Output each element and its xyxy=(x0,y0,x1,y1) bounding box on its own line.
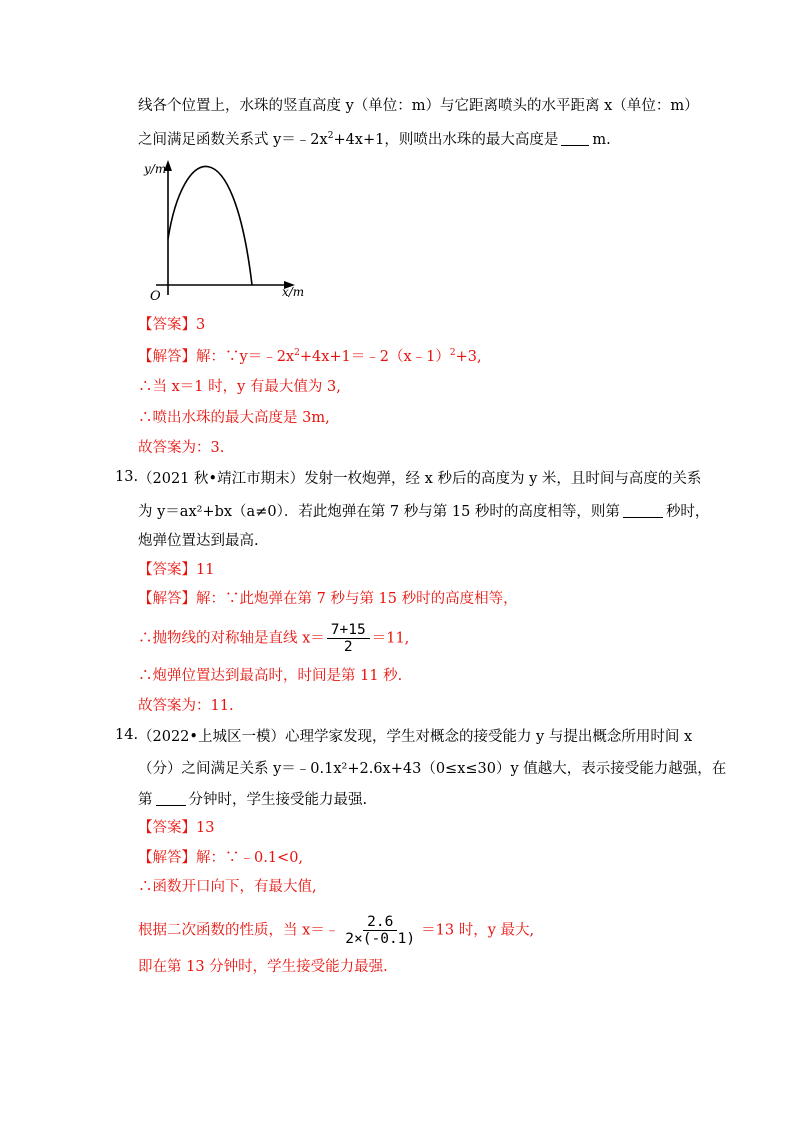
q14-number: 14. xyxy=(115,727,139,743)
q12-line2-post: m. xyxy=(592,132,611,148)
parabola-curve xyxy=(168,166,252,285)
superscript-2: 2 xyxy=(327,131,334,141)
q13-line3: 炮弹位置达到最高. xyxy=(138,533,259,549)
q14-solution-1: 【解答】解：∵﹣0.1<0, xyxy=(138,850,304,866)
solution-text: 【解答】解：∵y＝﹣2x xyxy=(138,349,295,365)
q13-solution-4: 故答案为：11. xyxy=(138,698,234,714)
fraction xyxy=(327,622,370,655)
q12-line2-pre: 之间满足函数关系式 y＝﹣2x xyxy=(138,132,328,148)
parabola-graph xyxy=(138,155,318,305)
origin-label: O xyxy=(150,289,161,304)
solution-text: 根据二次函数的性质，当 x＝﹣ xyxy=(138,922,340,939)
question-text: 第 xyxy=(138,792,153,808)
q14-line2: （分）之间满足关系 y＝﹣0.1x²+2.6x+43（0≤x≤30）y 值越大，表示接受能力越强，在 xyxy=(138,761,727,777)
q12-solution-4: 故答案为：3. xyxy=(138,440,225,456)
fraction-numerator: 7+15 xyxy=(327,622,370,639)
fraction xyxy=(341,914,419,947)
q13-solution-3: ∴炮弹位置达到最高时，时间是第 11 秒. xyxy=(138,668,403,684)
answer-blank xyxy=(156,791,186,806)
q13-line2 xyxy=(138,502,709,522)
y-axis-label: y/m xyxy=(144,162,167,176)
solution-text: ＝13 时，y 最大, xyxy=(421,922,535,939)
solution-text: +4x+1＝﹣2（x﹣1） xyxy=(299,349,450,365)
q13-solution-1: 【解答】解：∵此炮弹在第 7 秒与第 15 秒时的高度相等， xyxy=(138,591,518,607)
q13-answer xyxy=(138,560,214,580)
q14-line3 xyxy=(138,790,367,810)
q13-solution-2 xyxy=(138,622,409,655)
answer-blank xyxy=(561,131,589,146)
q14-solution-3 xyxy=(138,914,534,947)
answer-value: 11 xyxy=(196,562,215,578)
question-text: 秒时， xyxy=(665,504,710,520)
q12-line2 xyxy=(138,130,611,150)
solution-text: ＝11, xyxy=(371,630,410,647)
answer-value: 3 xyxy=(196,317,206,333)
superscript-2: 2 xyxy=(449,348,456,358)
solution-text: ∴抛物线的对称轴是直线 x＝ xyxy=(138,630,325,647)
answer-label: 【答案】 xyxy=(138,820,196,836)
fraction-numerator: 2.6 xyxy=(363,914,397,931)
q14-line1: （2022•上城区一模）心理学家发现，学生对概念的接受能力 y 与提出概念所用时间 x xyxy=(138,729,693,745)
answer-value: 13 xyxy=(196,820,215,836)
q12-solution-2: ∴当 x＝1 时，y 有最大值为 3, xyxy=(138,379,341,395)
fraction-denominator: 2×(-0.1) xyxy=(345,931,416,947)
answer-label: 【答案】 xyxy=(138,562,196,578)
q12-line2-mid: +4x+1，则喷出水珠的最大高度是 xyxy=(333,132,559,148)
solution-text: +3, xyxy=(455,349,482,365)
fraction-denominator: 2 xyxy=(343,639,353,655)
answer-label: 【答案】 xyxy=(138,317,196,333)
question-text: 分钟时，学生接受能力最强. xyxy=(188,792,368,808)
answer-blank xyxy=(623,503,663,518)
q13-number: 13. xyxy=(115,469,139,485)
q12-solution-3: ∴喷出水珠的最大高度是 3m, xyxy=(138,410,330,426)
q12-answer xyxy=(138,315,205,335)
q14-solution-4: 即在第 13 分钟时，学生接受能力最强. xyxy=(138,959,388,975)
q14-answer xyxy=(138,818,214,838)
superscript-2: 2 xyxy=(294,348,300,358)
question-text: 为 y＝ax²+bx（a≠0）．若此炮弹在第 7 秒与第 15 秒时的高度相等，则第 xyxy=(138,504,620,520)
q12-solution-1 xyxy=(138,347,482,367)
q13-line1: （2021 秋•靖江市期末）发射一枚炮弹，经 x 秒后的高度为 y 米，且时间与高度的关系 xyxy=(138,471,702,487)
q12-line1: 线各个位置上，水珠的竖直高度 y（单位：m）与它距离喷头的水平距离 x（单位：m） xyxy=(138,98,699,114)
q14-solution-2: ∴函数开口向下，有最大值, xyxy=(138,879,317,895)
x-axis-label: x/m xyxy=(282,285,305,299)
